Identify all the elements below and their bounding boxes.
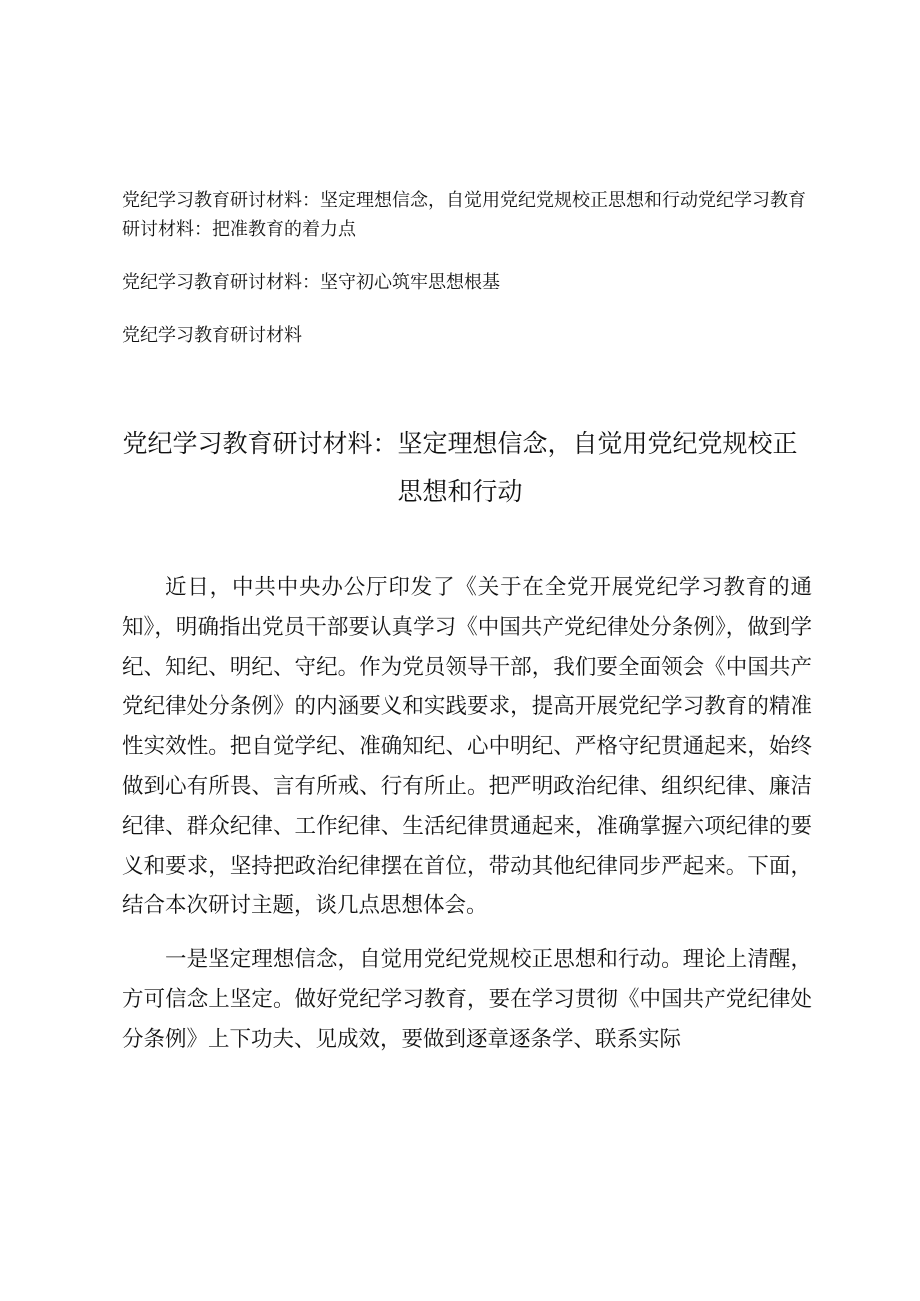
document-title: 党纪学习教育研讨材料：坚定理想信念，自觉用党纪党规校正思想和行动 — [122, 429, 798, 506]
paragraph-intro: 近日，中共中央办公厅印发了《关于在全党开展党纪学习教育的通知》，明确指出党员干部要认真学习《中国共产党纪律处分条例》，做到学纪、知纪、明纪、守纪。作为党员领导干部，我们要全面领会《中国共产党纪律处分条例》的内涵要义和实践要求，提高开展党纪学习教育的精准性实效性。把自觉学纪、准确知纪、心中明纪、严格守纪贯通起来，始终做到心有所畏、言有所戒、行有所止。把严明政治纪律、组织纪律、廉洁纪律、群众纪律、工作纪律、生活纪律贯通起来，准确掌握六项纪律的要义和要求，坚持把政治纪律摆在首位，带动其他纪律同步严起来。下面，结合本次研讨主题，谈几点思想体会。 — [122, 575, 812, 919]
document-body — [122, 568, 812, 1060]
toc-item-2: 党纪学习教育研讨材料：坚守初心筑牢思想根基 — [122, 272, 500, 293]
paragraph-point-one: 一是坚定理想信念，自觉用党纪党规校正思想和行动。理论上清醒，方可信念上坚定。做好党纪学习教育，要在学习贯彻《中国共产党纪律处分条例》上下功夫、见成效，要做到逐章逐条学、联系实际 — [122, 947, 812, 1052]
table-of-contents — [122, 186, 822, 350]
toc-item-3: 党纪学习教育研讨材料 — [122, 325, 302, 346]
toc-item-1: 党纪学习教育研讨材料：坚定理想信念，自觉用党纪党规校正思想和行动党纪学习教育研讨材料：把准教育的着力点 — [122, 190, 806, 240]
